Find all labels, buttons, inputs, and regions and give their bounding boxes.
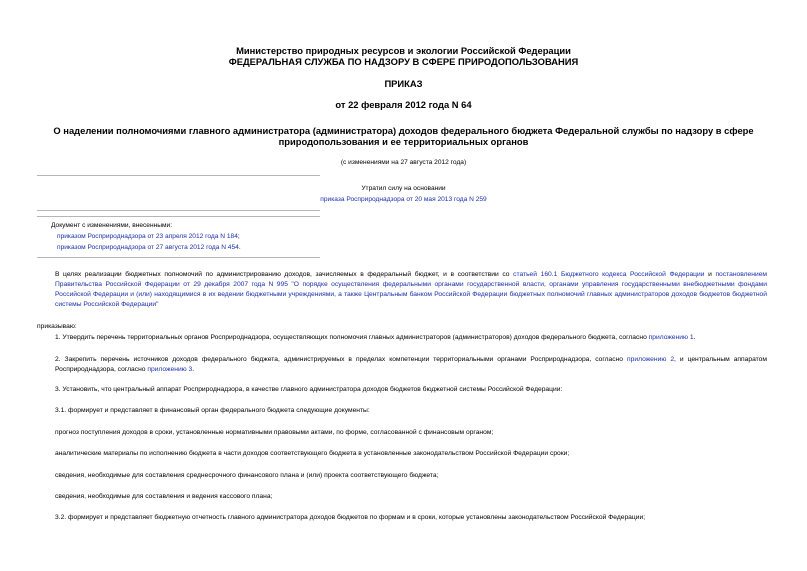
preamble-paragraph: В целях реализации бюджетных полномочий по администрированию доходов, зачисляемых в федеральный бюджет, и в соответствии со статьей 160.1 Бюджетного кодекса Российской Федерации и постановлением Правительства Российской Федерации от 29 декабря 2007 года N 995 "О порядке осуществления федеральными органами государственной власти, органами управления государственными внебюджетными фондами Российской Федерации и (или) находящимися в их ведении бюджетными учреждениями, а также Центральным банком Российской Федерации бюджетных полномочий главных администраторов доходов бюджетов бюджетной системы Российской Федерации": [55, 271, 768, 308]
document-title-line2: природопользования и ее территориальных органов: [278, 136, 529, 147]
item-3-1-doc-4: сведения, необходимые для составления и ведения кассового плана;: [55, 493, 273, 500]
item-1: 1. Утвердить перечень территориальных органов Росприроднадзора, осуществляющих полномочия главных администраторов (администраторов) доходов федерального бюджета, согласно приложению 1.: [55, 334, 696, 341]
document-title-line1: О наделении полномочиями главного администратора (администратора) доходов федерального бюджета Федеральной службы по надзору в сфере: [53, 125, 754, 136]
budget-code-link[interactable]: статьей 160.1 Бюджетного кодекса Российской Федерации: [513, 271, 705, 278]
divider-3: [37, 216, 320, 217]
changes-item-1: приказом Росприроднадзора от 23 апреля 2012 года N 184;: [57, 233, 240, 240]
change-link-1[interactable]: приказом Росприроднадзора от 23 апреля 2012 года N 184: [57, 233, 238, 240]
divider-2: [37, 210, 320, 211]
appendix-1-link[interactable]: приложению 1: [648, 334, 694, 341]
government-decree-link[interactable]: постановлением Правительства Российской Федерации от 29 декабря 2007 года N 995 "О порядке осуществления федеральными органами государственной власти, органами управления государственными внебюджетными фондами Российской Федерации и (или) находящимися в их ведении бюджетными учреждениями, а также Центральным банком Российской Федерации бюджетных полномочий главных администраторов доходов бюджетов бюджетной системы Российской Федерации": [55, 271, 768, 308]
appendix-3-link[interactable]: приложению 3: [147, 366, 193, 373]
item-3-1-doc-2: аналитические материалы по исполнению бюджета в части доходов соответствующего бюджета в установленные законодательством Российской Федерации сроки;: [55, 450, 570, 457]
document-type: ПРИКАЗ: [384, 78, 423, 89]
item-3-1-doc-3: сведения, необходимые для составления среднесрочного финансового плана и (или) проекта соответствующего бюджета;: [55, 472, 439, 479]
divider-1: [37, 175, 320, 176]
service-name: ФЕДЕРАЛЬНАЯ СЛУЖБА ПО НАДЗОРУ В СФЕРЕ ПРИРОДОПОЛЬЗОВАНИЯ: [228, 56, 579, 67]
ministry-name: Министерство природных ресурсов и экологии Российской Федерации: [236, 45, 571, 56]
status-line: Утратил силу на основании: [361, 185, 446, 192]
change-link-2[interactable]: приказом Росприроднадзора от 27 августа 2012 года N 454: [57, 244, 239, 251]
status-link[interactable]: приказа Росприроднадзора от 20 мая 2013 года N 259: [320, 196, 487, 203]
item-3-1: 3.1. формирует и представляет в финансовый орган федерального бюджета следующие документы:: [55, 407, 370, 414]
divider-4: [37, 257, 320, 258]
item-3-2: 3.2. формирует и представляет бюджетную отчетность главного администратора доходов бюджетов по формам и в сроки, которые установлены законодательством Российской Федерации;: [55, 514, 646, 521]
item-3: 3. Установить, что центральный аппарат Росприроднадзора, в качестве главного администратора доходов бюджетов бюджетной системы Российской Федерации:: [55, 386, 563, 393]
document-date: от 22 февраля 2012 года N 64: [335, 99, 472, 110]
item-3-1-doc-1: прогноз поступления доходов в сроки, установленные нормативными правовыми актами, по форме, согласованной с финансовым органом;: [55, 429, 494, 436]
changes-intro: Документ с изменениями, внесенными:: [51, 222, 173, 229]
item-2: 2. Закрепить перечень источников доходов федерального бюджета, администрируемых в пределах компетенции территориальными органами Росприроднадзора, согласно приложению 2, и центральным аппаратом Росприроднадзора, согласно приложению 3.: [55, 356, 767, 373]
appendix-2-link[interactable]: приложению 2: [627, 356, 675, 363]
amended-note: (с изменениями на 27 августа 2012 года): [340, 159, 467, 166]
changes-item-2: приказом Росприроднадзора от 27 августа 2012 года N 454.: [57, 244, 241, 251]
order-word: приказываю:: [37, 323, 77, 330]
